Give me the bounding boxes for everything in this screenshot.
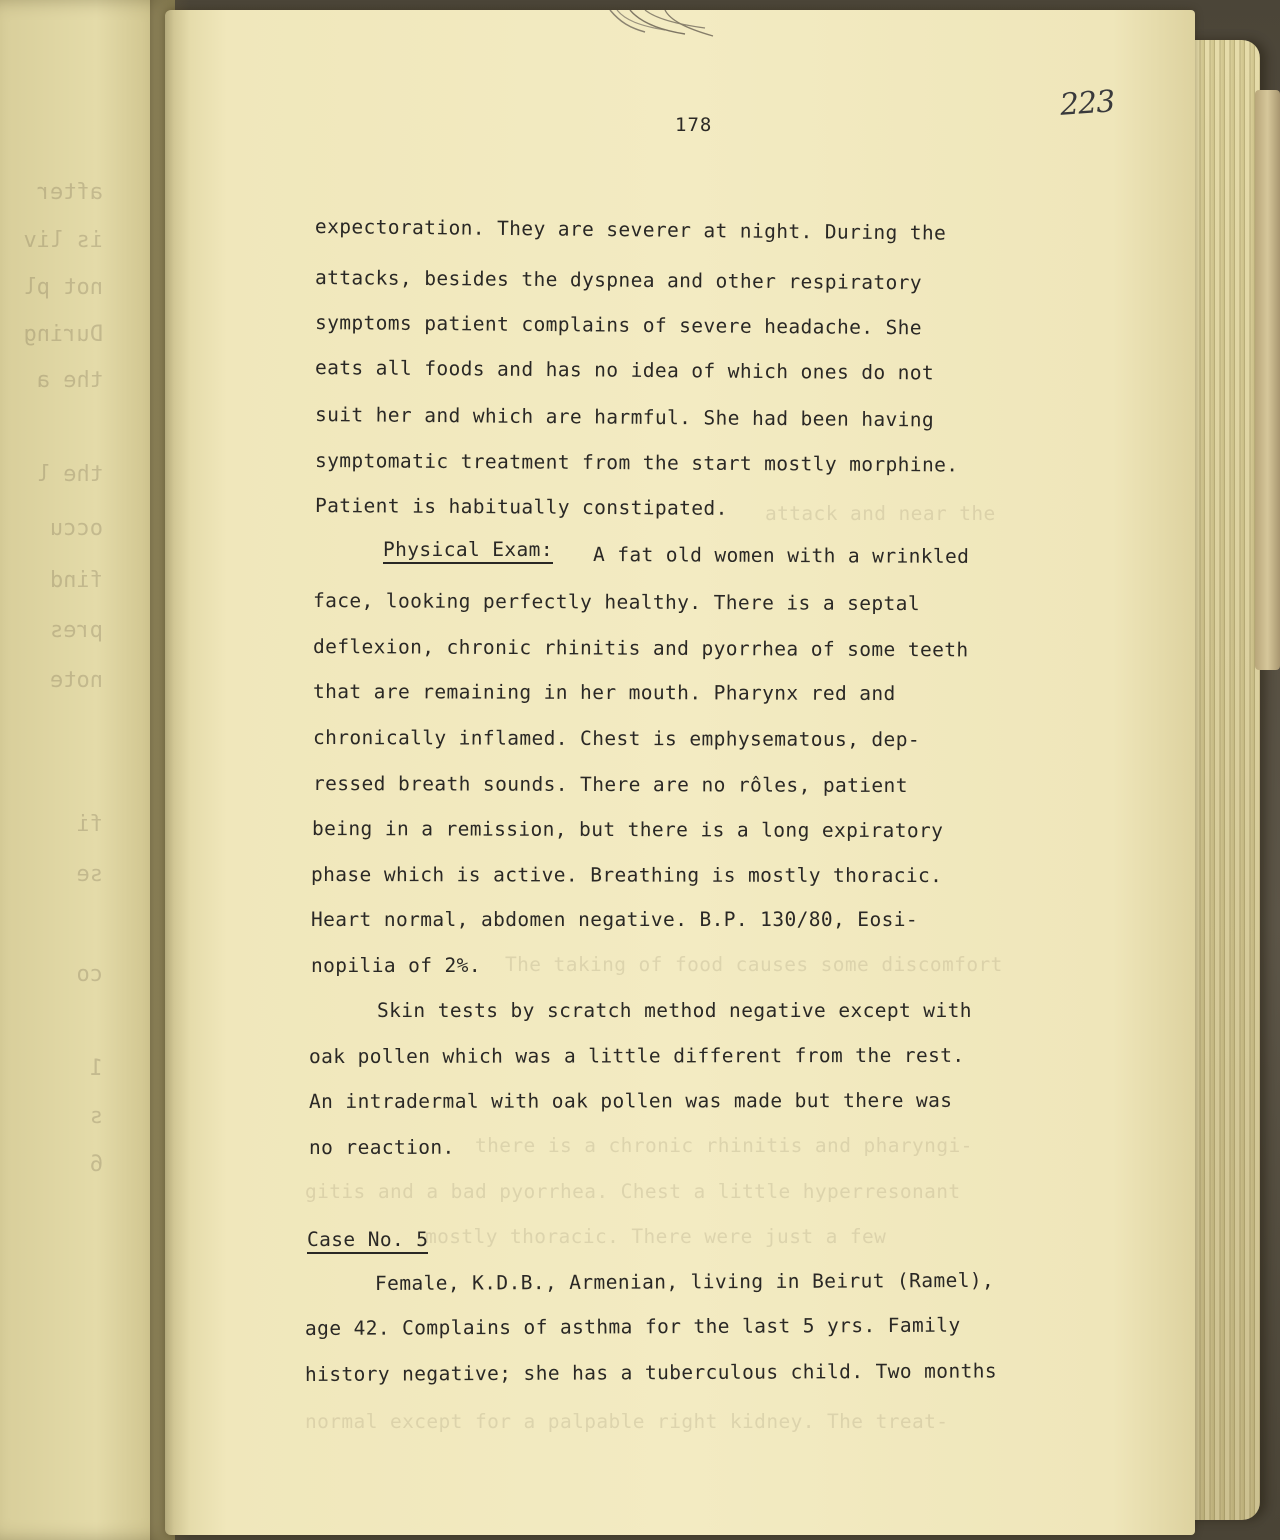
- binding-threads: [605, 10, 715, 40]
- left-bleed-text: 6: [89, 1152, 103, 1177]
- left-bleed-text: the a: [36, 368, 103, 393]
- text-line: expectoration. They are severer at night. During the: [314, 215, 947, 245]
- body-text: [165, 10, 1195, 1535]
- text-line: nopilia of 2%.: [311, 954, 481, 977]
- left-bleed-text: occu: [50, 516, 103, 541]
- left-bleed-text: note: [50, 668, 103, 693]
- book-gutter-shadow: [150, 0, 190, 1540]
- left-bleed-text: fi: [76, 812, 103, 837]
- left-bleed-text: the l: [36, 462, 103, 487]
- text-line: A fat old women with a wrinkled: [592, 543, 970, 568]
- left-facing-page: [0, 0, 175, 1540]
- left-bleed-text: pres: [50, 618, 103, 643]
- text-line: Heart normal, abdomen negative. B.P. 130/80, Eosi-: [311, 908, 918, 931]
- left-bleed-text: se: [76, 862, 103, 887]
- text-line: Female, K.D.B., Armenian, living in Beirut (Ramel),: [374, 1268, 995, 1295]
- text-line: history negative; she has a tuberculous child. Two months: [304, 1359, 998, 1386]
- text-line: symptomatic treatment from the start mostly morphine.: [314, 449, 959, 477]
- text-line: age 42. Complains of asthma for the last 5 yrs. Family: [304, 1313, 961, 1340]
- page-number: 178: [675, 114, 713, 136]
- text-line: no reaction.: [308, 1135, 455, 1159]
- text-line: chronically inflamed. Chest is emphysematous, dep-: [312, 726, 921, 752]
- text-line: deflexion, chronic rhinitis and pyorrhea of some teeth: [312, 635, 969, 662]
- bleed-through-line: mostly thoracic. There were just a few: [425, 1225, 887, 1248]
- left-bleed-text: is liv: [23, 228, 103, 253]
- text-line: being in a remission, but there is a long expiratory: [311, 817, 944, 843]
- left-bleed-text: co: [76, 962, 103, 987]
- text-line: ressed breath sounds. There are no rôles, patient: [312, 772, 908, 798]
- text-line: suit her and which are harmful. She had been having: [314, 403, 935, 432]
- bleed-through-line: gitis and a bad pyorrhea. Chest a little hyperresonant: [305, 1180, 961, 1203]
- bleed-through-line: normal except for a palpable right kidney. The treat-: [305, 1410, 949, 1433]
- text-line: oak pollen which was a little different from the rest.: [308, 1043, 965, 1068]
- binding-tape: [1255, 90, 1280, 670]
- physical-exam-heading: Physical Exam:: [383, 538, 553, 564]
- left-bleed-text: not pl: [23, 275, 103, 300]
- text-line: Skin tests by scratch method negative except with: [377, 999, 972, 1022]
- left-bleed-text: 1: [89, 1056, 103, 1081]
- text-line: that are remaining in her mouth. Pharynx red and: [312, 680, 896, 706]
- left-bleed-text: find: [50, 568, 103, 593]
- text-line: attacks, besides the dyspnea and other respiratory: [314, 266, 923, 295]
- left-bleed-text: During: [23, 322, 103, 347]
- text-line: symptoms patient complains of severe headache. She: [314, 311, 923, 340]
- text-line: An intradermal with oak pollen was made but there was: [308, 1088, 953, 1113]
- left-bleed-text: s: [89, 1104, 103, 1129]
- handwritten-folio-number: 223: [1058, 84, 1116, 123]
- text-line: Patient is habitually constipated.: [314, 494, 728, 520]
- text-line: phase which is active. Breathing is mostly thoracic.: [310, 863, 943, 888]
- case-heading: Case No. 5: [307, 1228, 428, 1254]
- bleed-through-line: there is a chronic rhinitis and pharyngi-: [475, 1134, 973, 1157]
- document-page: [165, 10, 1195, 1535]
- bleed-through-line: attack and near the: [765, 502, 996, 525]
- left-bleed-text: after: [36, 180, 103, 205]
- text-line: face, looking perfectly healthy. There is a septal: [312, 589, 921, 616]
- text-line: eats all foods and has no idea of which ones do not: [314, 356, 935, 385]
- bleed-through-line: The taking of food causes some discomfort: [505, 953, 1003, 976]
